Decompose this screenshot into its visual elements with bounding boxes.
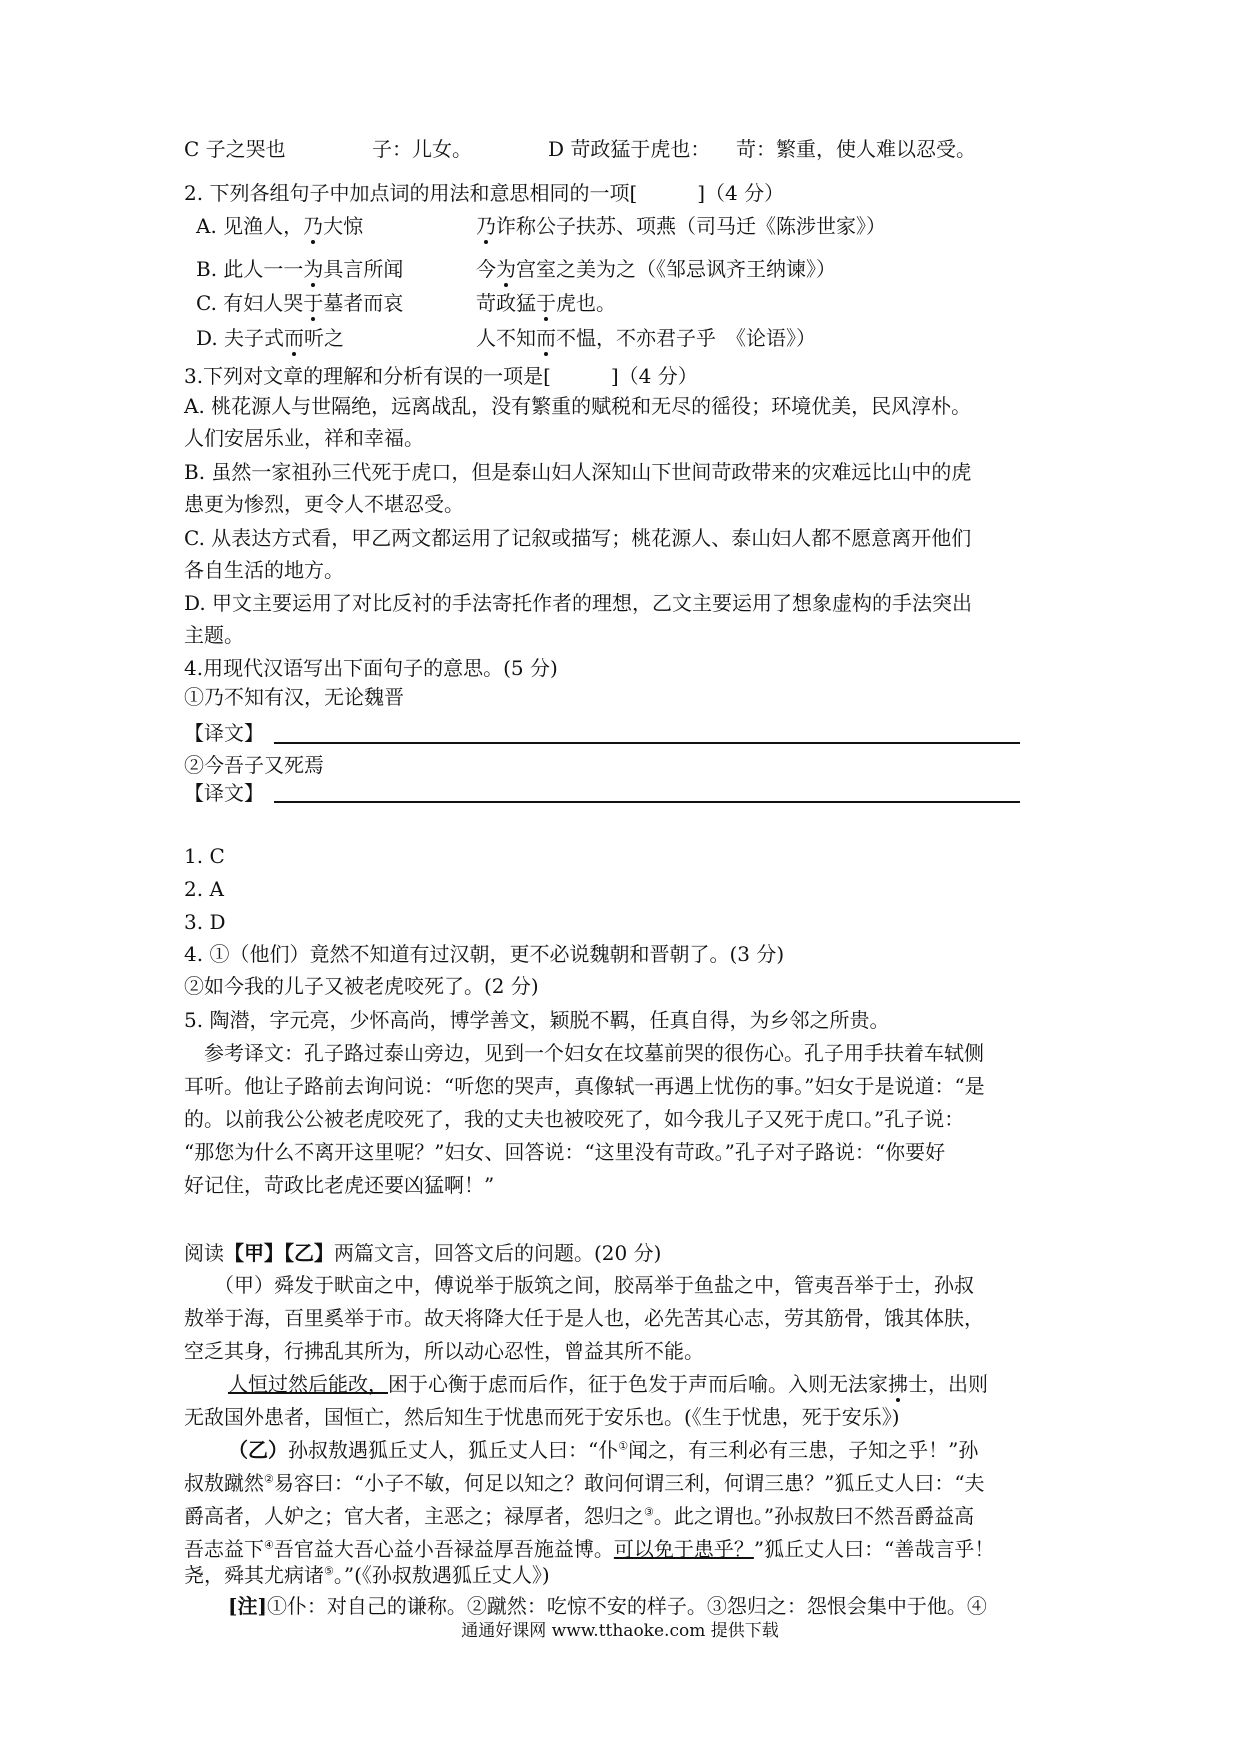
yi-line: [184, 1562, 550, 1588]
q3-line: A. 桃花源人与世隔绝，远离战乱，没有繁重的赋税和无尽的徭役；环境优美，民风淳朴。: [184, 394, 972, 418]
q2-option-c-right: [476, 290, 616, 316]
q3-line: 患更为惨烈，更令人不堪忍受。: [184, 492, 464, 516]
text: 孙叔敖遇狐丘丈人，狐丘丈人曰：“仆: [288, 1438, 619, 1462]
yi-line: [228, 1437, 978, 1463]
yi-line: [184, 1470, 985, 1496]
text: 两篇文言，回答文后的问题。(20 分): [334, 1241, 662, 1265]
text: A. 见渔人，: [196, 214, 304, 238]
q3-line: 人们安居乐业，祥和幸福。: [184, 426, 424, 450]
dotted-word: 而: [284, 326, 305, 350]
note-marker: ④: [264, 1538, 274, 1552]
text: 易容曰：“小子不敏，何足以知之？敢问何谓三利，何谓三患？”狐丘丈人曰：“夫: [273, 1471, 985, 1495]
dotted-word: 拂: [888, 1372, 908, 1396]
yi-line: [184, 1536, 994, 1562]
text: 【甲】【乙】: [224, 1241, 334, 1265]
q2-stem: 2. 下列各组句子中加点词的用法和意思相同的一项[ ]（4 分）: [184, 181, 785, 205]
q1-option-c-note: 子：儿女。: [372, 137, 472, 161]
q1-option-c: C 子之哭也: [184, 137, 286, 161]
text: 苛政猛: [476, 291, 536, 315]
text: 人不知: [476, 326, 536, 350]
text: 困于心衡于虑而后作，征于色发于声而后喻。入则无法家: [388, 1372, 888, 1396]
jia-line: （甲）舜发于畎亩之中，傅说举于版筑之间，胶鬲举于鱼盐之中，管夷吾举于士，孙叔: [184, 1273, 974, 1297]
q2-option-b-left: [196, 256, 403, 282]
text: 诈称公子扶苏、项燕（司马迁《陈涉世家》）: [496, 214, 886, 238]
text: 。”(《孙叔敖遇狐丘丈人》): [333, 1563, 550, 1587]
text: （乙）: [228, 1438, 288, 1462]
q4-answer-line-1[interactable]: [274, 742, 1020, 744]
q4-sentence-1: ①乃不知有汉，无论魏晋: [184, 685, 404, 709]
q3-line: B. 虽然一家祖孙三代死于虎口，但是泰山妇人深知山下世间苛政带来的灾难远比山中的虎: [184, 460, 972, 484]
q1-option-d: D 苛政猛于虎也：: [548, 137, 711, 161]
text: D. 夫子式: [196, 326, 285, 350]
jia-line: 无敌国外患者，国恒亡，然后知生于忧患而死于安乐也。(《生于忧患，死于安乐》): [184, 1405, 900, 1429]
q2-option-c-left: [196, 290, 403, 316]
q4-answer-line-2[interactable]: [274, 801, 1020, 803]
text: C. 有妇人哭: [196, 291, 304, 315]
reading-heading: [184, 1240, 661, 1266]
page-footer: 通通好课网 www.tthaoke.com 提供下载: [461, 1621, 779, 1641]
answer-5: 5. 陶潜，字元亮，少怀高尚，博学善文，颖脱不羁，任真自得，为乡邻之所贵。: [184, 1008, 890, 1032]
note-marker: ⑤: [324, 1564, 334, 1578]
text: 今: [476, 257, 496, 281]
q3-line: C. 从表达方式看，甲乙两文都运用了记叙或描写；桃花源人、泰山妇人都不愿意离开他们: [184, 526, 972, 550]
text: 士，出则: [908, 1372, 988, 1396]
reference-translation-line: 好记住，苛政比老虎还要凶猛啊！”: [184, 1173, 495, 1197]
text: ①仆：对自己的谦称。②蹴然：吃惊不安的样子。③怨归之：怨恨会集中于他。④: [266, 1594, 987, 1618]
q1-option-d-note: 苛：繁重，使人难以忍受。: [736, 137, 976, 161]
dotted-word: 乃: [303, 214, 324, 238]
q2-option-a-right: [476, 213, 886, 239]
q3-line: 各自生活的地方。: [184, 558, 344, 582]
q3-line: D. 甲文主要运用了对比反衬的手法寄托作者的理想，乙文主要运用了想象虚构的手法突出: [184, 591, 973, 615]
text: 不愠，不亦君子乎 《论语》）: [556, 326, 816, 350]
jia-line: 空乏其身，行拂乱其所为，所以动心忍性，曾益其所不能。: [184, 1339, 704, 1363]
text: 虎也。: [556, 291, 616, 315]
text: B. 此人一一: [196, 257, 304, 281]
text: 爵高者，人妒之；官大者，主恶之；禄厚者，怨归之: [184, 1504, 644, 1528]
q2-option-b-right: [476, 256, 836, 282]
dotted-word: 于: [303, 291, 324, 315]
text: ”狐丘丈人曰：“善哉言乎！: [753, 1537, 995, 1561]
q2-option-d-left: [196, 325, 344, 351]
answer-1: 1. C: [184, 844, 225, 868]
answer-4: 4. ①（他们）竟然不知道有过汉朝，更不必说魏朝和晋朝了。(3 分): [184, 942, 785, 966]
q4-stem: 4.用现代汉语写出下面句子的意思。(5 分): [184, 656, 558, 680]
dotted-word: 而: [536, 326, 556, 350]
q2-option-d-right: [476, 325, 816, 351]
text: 宫室之美为之（《邹忌讽齐王纳谏》）: [516, 257, 836, 281]
reference-translation-line: 的。以前我公公被老虎咬死了，我的丈夫也被咬死了，如今我儿子又死于虎口。”孔子说：: [184, 1107, 965, 1131]
dotted-word: 为: [496, 257, 516, 281]
q3-stem: 3.下列对文章的理解和分析有误的一项是[ ]（4 分）: [184, 364, 698, 388]
reference-translation-line: 参考译文：孔子路过泰山旁边，见到一个妇女在坟墓前哭的很伤心。孔子用手扶着车轼侧: [184, 1041, 984, 1065]
jia-line: 敖举于海，百里奚举于市。故天将降大任于是人也，必先苦其心志，劳其筋骨，饿其体肤，: [184, 1306, 984, 1330]
text: 叔敖蹴然: [184, 1471, 264, 1495]
text: 吾志益下: [184, 1537, 264, 1561]
text: 吾官益大吾心益小吾禄益厚吾施益博。: [273, 1537, 614, 1561]
answer-3: 3. D: [184, 910, 226, 934]
reference-translation-line: 耳听。他让子路前去询问说：“听您的哭声，真像轼一再遇上忧伤的事。”妇女于是说道：“是: [184, 1074, 985, 1098]
text: 阅读: [184, 1241, 224, 1265]
note-marker: ③: [644, 1505, 654, 1519]
q2-option-a-left: [196, 213, 363, 239]
text: 尧，舜其尤病诸: [184, 1563, 324, 1587]
text: 墓者而哀: [323, 291, 404, 315]
note-marker: ①: [618, 1439, 629, 1453]
answer-2: 2. A: [184, 877, 224, 901]
text: 大惊: [323, 214, 364, 238]
text: [注]: [228, 1594, 267, 1618]
dotted-word: 为: [303, 257, 324, 281]
jia-line: [228, 1371, 988, 1397]
note-marker: ②: [264, 1472, 274, 1486]
q4-sentence-2: ②今吾子又死焉: [184, 753, 324, 777]
underlined-sentence: 人恒过然后能改，: [228, 1372, 388, 1396]
dotted-word: 乃: [476, 214, 496, 238]
text: 。此之谓也。”孙叔敖曰不然吾爵益高: [653, 1504, 975, 1528]
text: 具言所闻: [323, 257, 404, 281]
q3-line: 主题。: [184, 623, 244, 647]
underlined-sentence: 可以免于患乎？: [613, 1537, 754, 1561]
reference-translation-line: “那您为什么不离开这里呢？”妇女、回答说：“这里没有苛政。”孔子对子路说：“你要好: [184, 1140, 946, 1164]
yi-line: [184, 1503, 974, 1529]
text: 听之: [304, 326, 345, 350]
dotted-word: 于: [536, 291, 556, 315]
answer-4b: ②如今我的儿子又被老虎咬死了。(2 分): [184, 974, 539, 998]
q4-translation-label-2: 【译文】: [184, 781, 264, 805]
text: 闻之，有三利必有三患，子知之乎！”孙: [628, 1438, 979, 1462]
q4-translation-label-1: 【译文】: [184, 721, 264, 745]
